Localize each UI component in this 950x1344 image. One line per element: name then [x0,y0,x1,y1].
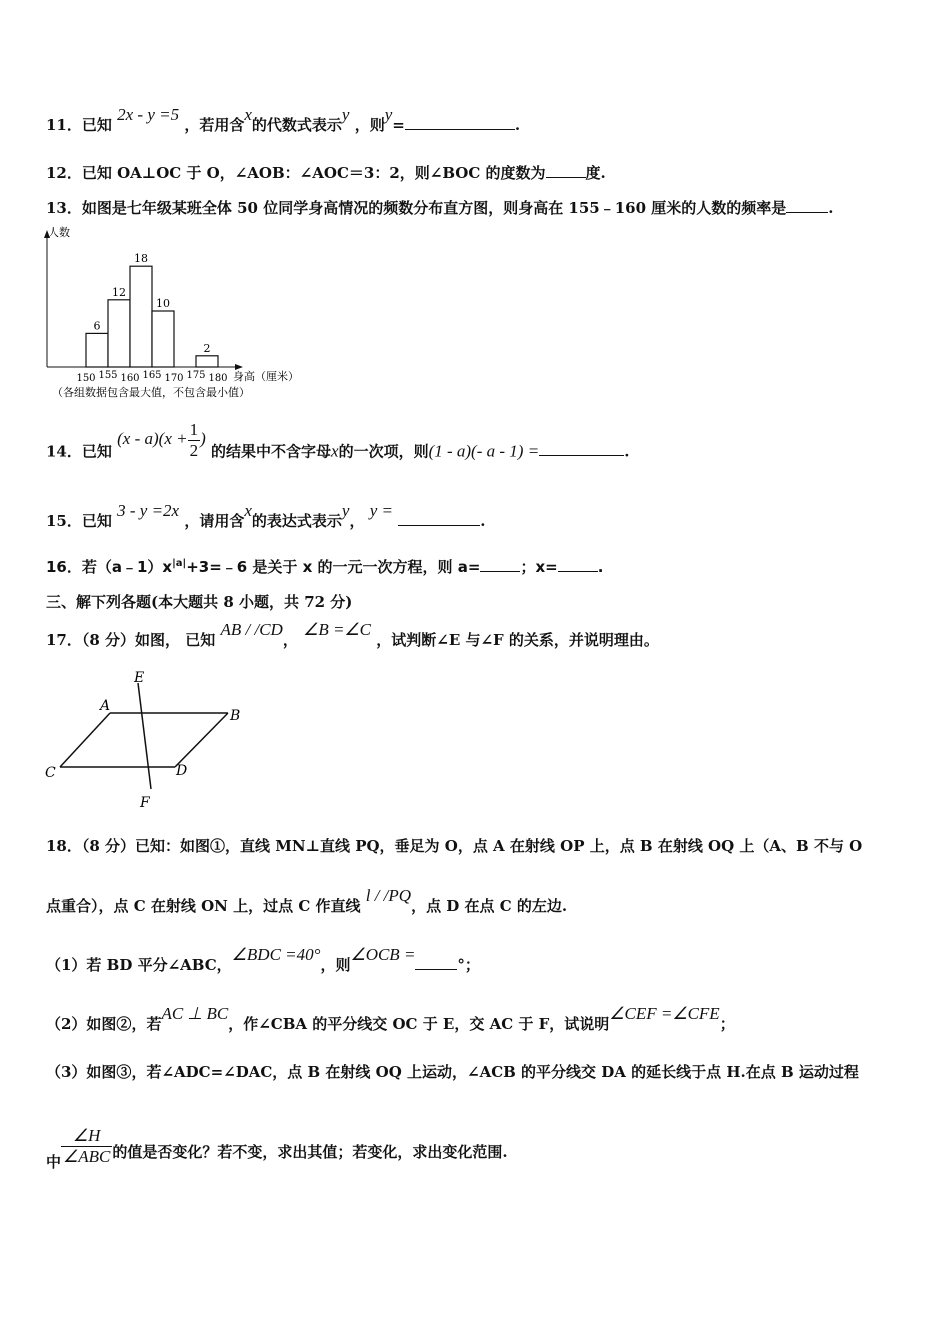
x-tick-label: 155 [98,370,118,381]
line-CA [60,713,110,767]
x-tick-label: 170 [164,373,184,384]
question-number: 15． [46,512,82,530]
question-number: 14． [46,442,82,461]
expression: (x - a)(x + $\frac{1}{2}$ ) [117,420,206,460]
x-tick-label: 165 [142,370,162,381]
histogram-bar [152,311,174,367]
question-14: 14．已知 (x - a)(x + $\frac{1}{2}$ ) 的结果中不含字母x的一次项，则(1 - a)(- a - 1) = . [46,420,630,461]
bar-value-label: 10 [156,297,170,310]
question-15: 15．已知 3 - y =2x ，请用含x的表达式表示y， y = . [46,501,486,530]
point-label-A: A [100,698,111,714]
x-tick-label: 175 [186,370,206,381]
line-DB [175,713,228,767]
question-18-line-2: 点重合），点 C 在射线 ON 上，过点 C 作直线 l / /PQ，点 D 在点 C 的左边. [46,886,568,915]
point-label-F: F [140,795,150,811]
question-number: 17． [46,631,82,649]
bar-value-label: 18 [134,252,148,266]
point-label-E: E [134,670,145,686]
question-12: 12．已知 OA⊥OC 于 O，∠AOB：∠AOC＝3：2，则∠BOC 的度数为 度. [46,164,606,182]
point-label-C: C [45,765,56,781]
x-tick-label: 150 [76,373,96,384]
histogram-bar [86,333,108,367]
y-axis-label: 人数 [48,226,70,239]
histogram-bar [196,356,218,367]
equation: 3 - y =2x [117,501,180,520]
histogram-bar [108,300,130,367]
chart-note: （各组数据包含最大值，不包含最小值） [52,386,250,399]
fraction: $\frac{1}{2}$ [189,420,199,460]
question-number: 13． [46,199,82,217]
question-number: 16． [46,558,82,576]
question-16: 16．若$(a﹣1)x^{|a|}+3=﹣6$ 是关于 x 的一元一次方程，则 a= ；x= . [46,558,604,576]
equation: 2x - y =5 [117,105,180,124]
point-label-D: D [176,763,188,779]
question-18-part-1: （1）若 BD 平分∠ABC，∠BDC =40°，则∠OCB =°； [46,945,480,974]
fraction-H-over-ABC: $\frac{\angle H}{\text{∠ABC}}$ [63,1126,111,1166]
question-18-line-1: 18．（8 分）已知：如图①，直线 MN⊥直线 PQ，垂足为 O，点 A 在射线 OP 上，点 B 在射线 OQ 上（A、B 不与 O [46,837,863,855]
question-18-part-3-cont: 中 $\frac{\angle H}{\text{∠ABC}}$ 的值是否变化？若不变，求出其值；若变化，求出变化范围. [46,1126,508,1171]
question-number: 11． [46,116,82,134]
bar-value-label: 2 [203,341,211,355]
point-label-B: B [230,708,241,724]
question-13: 13．如图是七年级某班全体 50 位同学身高情况的频数分布直方图，则身高在 155﹣160 厘米的人数的频率是 . [46,199,834,217]
condition-2: ∠B =∠C [303,620,372,639]
histogram-chart [40,222,340,402]
answer-blank[interactable] [546,163,586,178]
bar-value-label: 12 [112,285,126,299]
answer-blank[interactable] [786,198,828,213]
x-tick-label: 160 [120,373,140,384]
answer-blank[interactable] [415,955,457,970]
question-17: 17．（8 分）如图， 已知 AB / /CD， ∠B =∠C ，试判断∠E 与∠F 的关系，并说明理由。 [46,620,659,649]
section-heading: 三、解下列各题(本大题共 8 小题，共 72 分) [46,593,353,611]
question-number: 18． [46,837,82,855]
answer-blank-a[interactable] [480,557,520,572]
question-18-part-2: （2）如图②，若AC ⊥ BC，作∠CBA 的平分线交 OC 于 E，交 AC 于 F，试说明∠CEF =∠CFE； [46,1004,735,1033]
question-number: 12． [46,164,82,182]
answer-blank[interactable] [539,441,624,456]
answer-blank[interactable] [405,115,515,130]
line-EF [138,683,151,789]
question-18-part-3: （3）如图③，若∠ADC=∠DAC，点 B 在射线 OQ 上运动，∠ACB 的平分线交 DA 的延长线于点 H.在点 B 运动过程 [46,1063,859,1081]
x-tick-label: 180 [208,373,228,384]
x-axis-label: 身高（厘米） [233,370,299,383]
geometry-figure-17 [40,667,260,817]
histogram-bar [130,266,152,367]
answer-blank[interactable] [398,511,480,526]
expression-2: (1 - a)(- a - 1) = [428,441,540,461]
answer-blank-x[interactable] [558,557,598,572]
question-11: 11．已知 2x - y =5 ，若用含x的代数式表示y ，则y= . [46,105,521,134]
condition-1: AB / /CD [220,620,283,639]
bar-value-label: 6 [93,319,101,333]
